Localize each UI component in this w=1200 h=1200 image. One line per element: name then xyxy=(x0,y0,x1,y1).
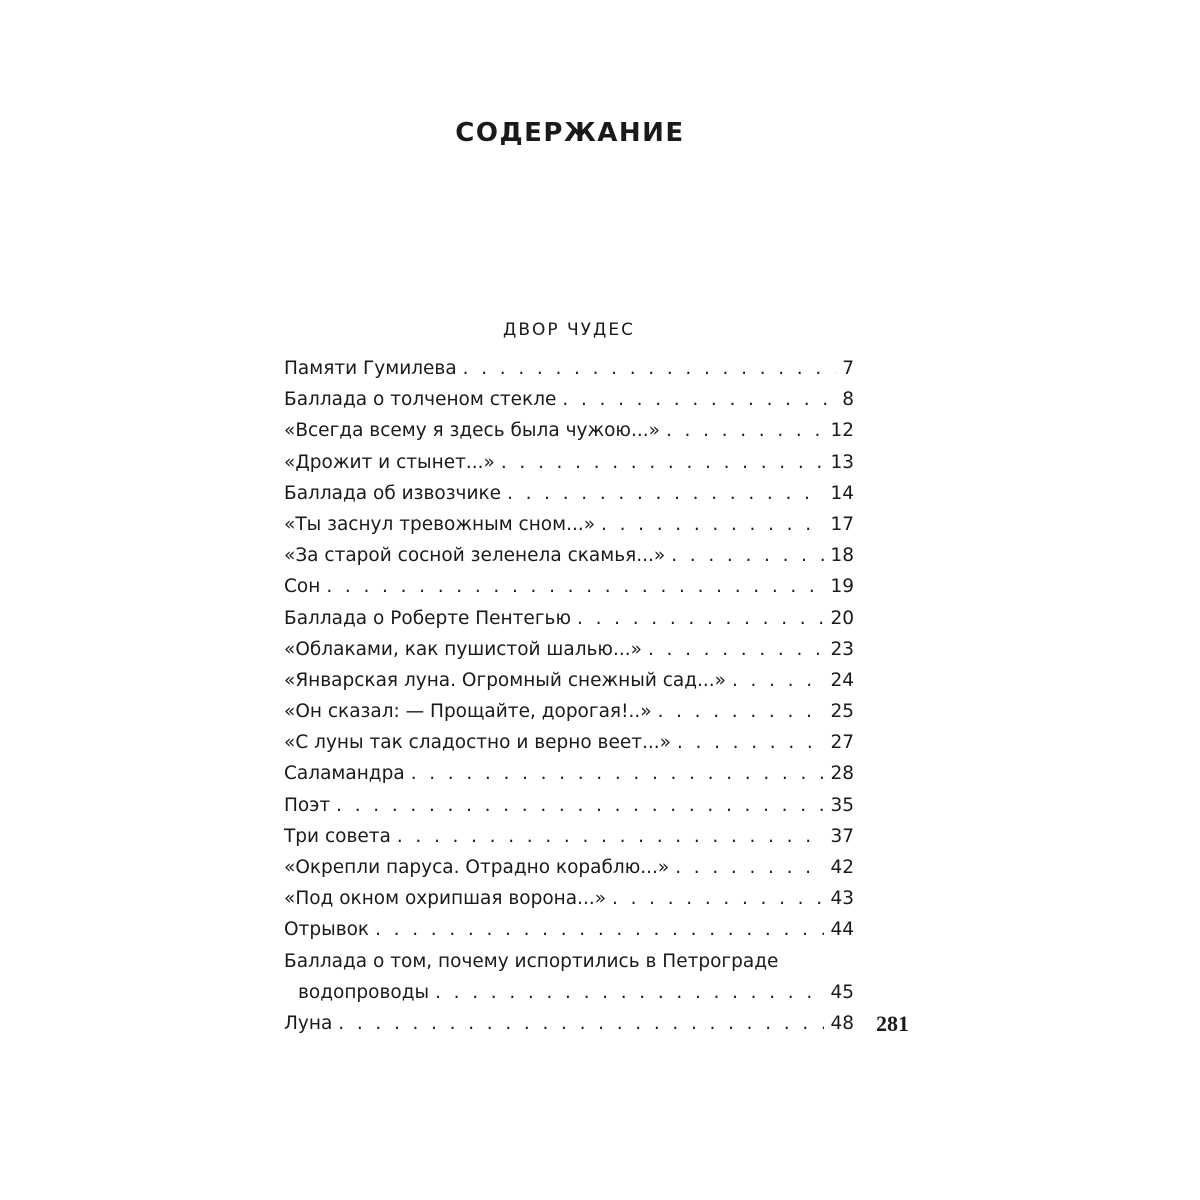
dot-leader xyxy=(601,509,824,540)
toc-entry xyxy=(284,603,854,634)
toc-entry-page: 37 xyxy=(830,825,854,847)
toc-entry-page: 20 xyxy=(830,607,854,629)
toc-entry xyxy=(284,727,854,758)
page-number: 281 xyxy=(876,1011,909,1036)
dot-leader xyxy=(435,977,824,1008)
toc-entry-title: Баллада о Роберте Пентегью xyxy=(284,607,572,629)
toc-entry-page: 45 xyxy=(830,981,854,1003)
toc-entry-title: Три совета xyxy=(284,825,391,847)
toc-entry-page: 14 xyxy=(830,482,854,504)
dot-leader xyxy=(463,353,837,384)
toc-entry-page: 12 xyxy=(830,420,854,442)
toc-entry-title: Баллада об извозчике xyxy=(284,482,502,504)
toc-entry-title: «За старой сосной зеленела скамья...» xyxy=(284,545,666,567)
toc-entry xyxy=(284,634,854,665)
toc-entry-title: «Под окном охрипшая ворона...» xyxy=(284,888,607,910)
toc-entry xyxy=(284,758,854,789)
toc-entry-title: Сон xyxy=(284,576,321,598)
dot-leader xyxy=(666,415,824,446)
toc-entry-page: 28 xyxy=(830,763,854,785)
toc-entry-page: 42 xyxy=(830,857,854,878)
dot-leader xyxy=(326,571,824,602)
toc-entry xyxy=(284,696,854,727)
dot-leader xyxy=(577,603,824,634)
toc-entry-title: Баллада о толченом стекле xyxy=(284,389,557,411)
toc-entry xyxy=(284,852,854,883)
dot-leader xyxy=(562,384,836,415)
toc-entry-title: Памяти Гумилева xyxy=(284,358,457,379)
toc-entry xyxy=(284,571,854,602)
dot-leader xyxy=(671,540,824,571)
toc-entry xyxy=(284,665,854,696)
toc-entry-page: 43 xyxy=(830,888,854,910)
dot-leader xyxy=(732,665,824,696)
toc-entry xyxy=(284,447,854,478)
dot-leader xyxy=(658,696,825,727)
dot-leader xyxy=(612,883,824,914)
dot-leader xyxy=(336,790,824,821)
dot-leader xyxy=(507,478,824,509)
toc-entry xyxy=(284,790,854,821)
toc-entry-title: «Окрепли паруса. Отрадно кораблю...» xyxy=(284,857,670,878)
toc-entry xyxy=(284,384,854,415)
toc-entry xyxy=(284,821,854,852)
toc-entry-page: 23 xyxy=(830,638,854,660)
toc-entry xyxy=(284,883,854,914)
dot-leader xyxy=(411,758,825,789)
toc-entry-multiline xyxy=(284,946,854,1008)
toc-entry-page: 13 xyxy=(830,451,854,473)
toc-entry xyxy=(284,914,854,945)
toc-entry-title: «Январская луна. Огромный снежный сад...» xyxy=(284,669,726,691)
toc-entry-page: 25 xyxy=(830,701,854,723)
dot-leader xyxy=(675,852,824,883)
toc-entry-continuation xyxy=(284,977,854,1008)
dot-leader xyxy=(501,447,825,478)
toc-entry-title: «Дрожит и стынет...» xyxy=(284,451,495,473)
toc-entry xyxy=(284,415,854,446)
toc-entry xyxy=(284,1008,854,1039)
toc-entry-page: 24 xyxy=(830,669,854,691)
toc-entry xyxy=(284,540,854,571)
toc-entry xyxy=(284,353,854,384)
toc-entry-title: «Облаками, как пушистой шалью...» xyxy=(284,638,642,660)
page-title: СОДЕРЖАНИЕ xyxy=(455,118,685,148)
dot-leader xyxy=(338,1008,824,1039)
dot-leader xyxy=(375,914,824,945)
toc-entry xyxy=(284,509,854,540)
toc-entry-title: Луна xyxy=(284,1012,333,1034)
section-heading: ДВОР ЧУДЕС xyxy=(503,320,635,340)
toc-entry-title: «Всегда всему я здесь была чужою...» xyxy=(284,420,660,442)
toc-entry-page: 19 xyxy=(830,576,854,598)
toc-entry-title: Поэт xyxy=(284,794,331,816)
toc-entry-title-line2: водопроводы xyxy=(298,981,430,1003)
toc-entry-page: 17 xyxy=(830,513,854,535)
toc-entry-title: Саламандра xyxy=(284,763,405,785)
toc-entry-title: «С луны так сладостно и верно веет...» xyxy=(284,732,671,754)
toc-entry xyxy=(284,478,854,509)
table-of-contents xyxy=(284,353,854,1039)
toc-entry-title: Отрывок xyxy=(284,919,370,941)
toc-entry-title: «Ты заснул тревожным сном...» xyxy=(284,513,596,535)
toc-entry-page: 18 xyxy=(830,545,854,567)
dot-leader xyxy=(677,727,824,758)
dot-leader xyxy=(397,821,825,852)
toc-entry-page: 48 xyxy=(830,1012,854,1034)
toc-entry-title-line1: Баллада о том, почему испортились в Петрограде xyxy=(284,950,779,972)
toc-entry-page: 27 xyxy=(830,732,854,754)
dot-leader xyxy=(648,634,824,665)
toc-entry-page: 44 xyxy=(830,919,854,941)
toc-entry-page: 8 xyxy=(842,389,854,411)
toc-entry-page: 35 xyxy=(830,794,854,816)
toc-entry-title: «Он сказал: — Прощайте, дорогая!..» xyxy=(284,701,652,723)
toc-entry-page: 7 xyxy=(842,358,854,379)
